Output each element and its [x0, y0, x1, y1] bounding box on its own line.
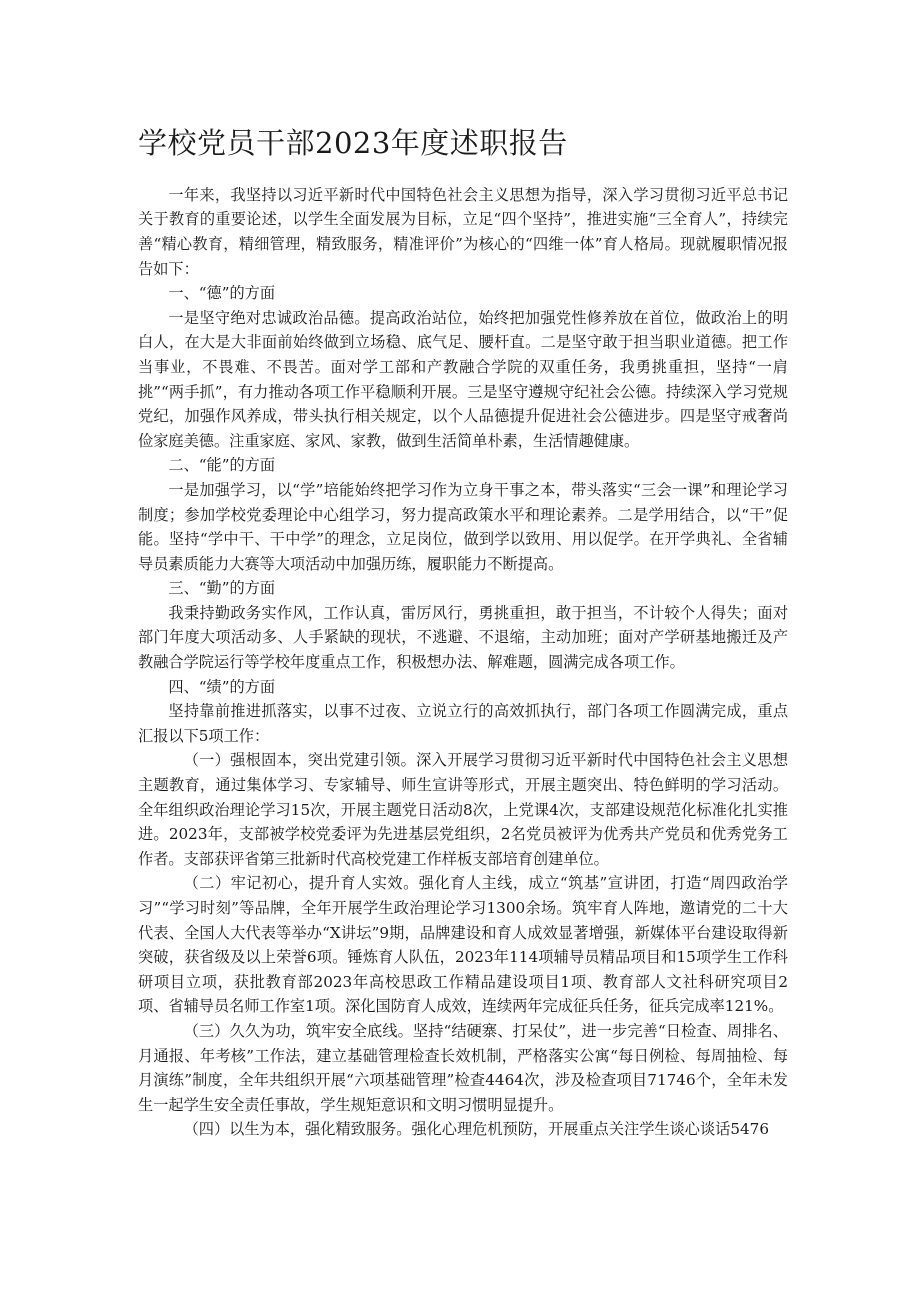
- section-body-qin: 我秉持勤政务实作风，工作认真，雷厉风行，勇挑重担，敢于担当，不计较个人得失；面对部门年度大项活动多、人手紧缺的现状，不逃避、不退缩，主动加班；面对产学研基地搬迁及产教融合学院运行等学校年度重点工作，积极想办法、解难题，圆满完成各项工作。: [138, 603, 788, 672]
- subsection-safety: （三）久久为功，筑牢安全底线。坚持“结硬寨、打呆仗”，进一步完善“日检查、周排名、月通报、年考核”工作法，建立基础管理检查长效机制，严格落实公寓“每日例检、每周抽检、每月演练”制度，全年共组织开展“六项基础管理”检查4464次，涉及检查项目71746个，全年未发生一起学生安全责任事故，学生规矩意识和文明习惯明显提升。: [138, 1021, 788, 1114]
- subsection-education: （二）牢记初心，提升育人实效。强化育人主线，成立“筑基”宣讲团，打造“周四政治学习”“学习时刻”等品牌，全年开展学生政治理论学习1300余场。筑牢育人阵地，邀请党的二十大代表、全国人大代表等举办“X讲坛”9期，品牌建设和育人成效显著增强，新媒体平台建设取得新突破，获省级及以上荣誉6项。锤炼育人队伍，2023年114项辅导员精品项目和15项学生工作科研项目立项，获批教育部2023年高校思政工作精品建设项目1项、教育部人文社科研究项目2项、省辅导员名师工作室1项。深化国防育人成效，连续两年完成征兵任务，征兵完成率121%。: [138, 874, 788, 1016]
- section-heading-ji: 四、“绩”的方面: [168, 677, 276, 696]
- document-title: 学校党员干部2023年度述职报告: [138, 126, 568, 160]
- section-heading-de: 一、“德”的方面: [168, 284, 276, 303]
- intro-paragraph: 一年来，我坚持以习近平新时代中国特色社会主义思想为指导，深入学习贯彻习近平总书记关于教育的重要论述，以学生全面发展为目标，立足“四个坚持”，推进实施“三全育人”，持续完善“精心教育，精细管理，精致服务，精准评价”为核心的“四维一体”育人格局。现就履职情况报告如下：: [138, 185, 788, 278]
- section-body-ji: 坚持靠前推进抓落实，以事不过夜、立说立行的高效抓执行，部门各项工作圆满完成，重点汇报以下5项工作：: [138, 702, 788, 745]
- section-heading-qin: 三、“勤”的方面: [168, 579, 276, 598]
- section-heading-neng: 二、“能”的方面: [168, 456, 276, 475]
- document-page: [138, 126, 788, 1142]
- section-body-neng: 一是加强学习，以“学”培能始终把学习作为立身干事之本，带头落实“三会一课”和理论学习制度；参加学校党委理论中心组学习，努力提高政策水平和理论素养。二是学用结合，以“干”促能。坚持“学中干、干中学”的理念，立足岗位，做到学以致用、用以促学。在开学典礼、全省辅导员素质能力大赛等大项活动中加强历练，履职能力不断提高。: [138, 480, 788, 573]
- section-body-de: 一是坚守绝对忠诚政治品德。提高政治站位，始终把加强党性修养放在首位，做政治上的明白人，在大是大非面前始终做到立场稳、底气足、腰杆直。二是坚守敢于担当职业道德。把工作当事业，不畏难、不畏苦。面对学工部和产教融合学院的双重任务，我勇挑重担，坚持“一肩挑”“两手抓”，有力推动各项工作平稳顺利开展。三是坚守遵规守纪社会公德。持续深入学习党规党纪，加强作风养成，带头执行相关规定，以个人品德提升促进社会公德进步。四是坚守戒奢尚俭家庭美德。注重家庭、家风、家教，做到生活简单朴素，生活情趣健康。: [138, 308, 788, 450]
- subsection-party-building: （一）强根固本，突出党建引领。深入开展学习贯彻习近平新时代中国特色社会主义思想主题教育，通过集体学习、专家辅导、师生宣讲等形式，开展主题突出、特色鲜明的学习活动。全年组织政治理论学习15次，开展主题党日活动8次，上党课4次，支部建设规范化标准化扎实推进。2023年，支部被学校党委评为先进基层党组织，2名党员被评为优秀共产党员和优秀党务工作者。支部获评省第三批新时代高校党建工作样板支部培育创建单位。: [138, 751, 788, 868]
- subsection-service: （四）以生为本，强化精致服务。强化心理危机预防，开展重点关注学生谈心谈话5476: [183, 1120, 769, 1139]
